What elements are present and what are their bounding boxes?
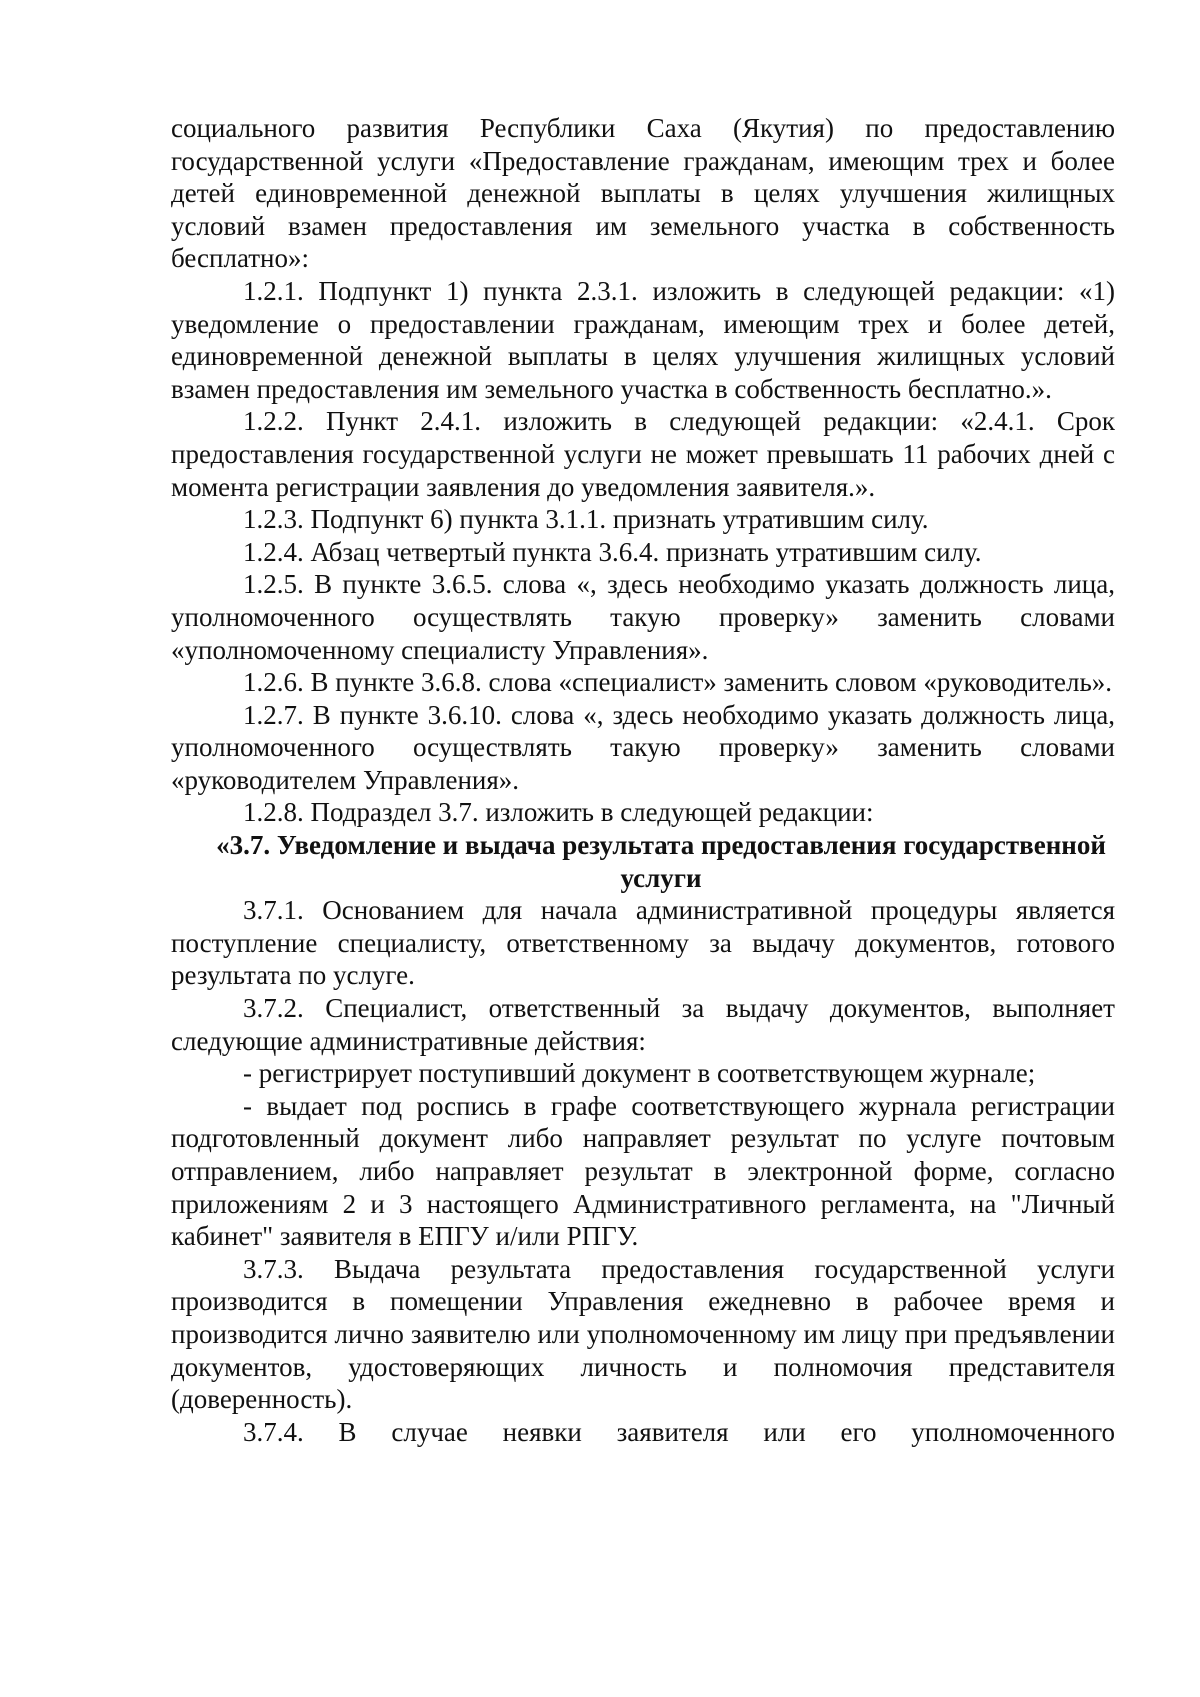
paragraph-intro: социального развития Республики Саха (Якутия) по предоставлению государственной услуги «Предоставление гражданам, имеющим трех и более детей единовременной денежной выплаты в целях улучшения жилищных условий взамен предоставления им земельного участка в собственность бесплатно»: — [171, 113, 1115, 274]
paragraph-1-2-1: 1.2.1. Подпункт 1) пункта 2.3.1. изложить в следующей редакции: «1) уведомление о предоставлении гражданам, имеющим трех и более детей, единовременной денежной выплаты в целях улучшения жилищных условий взамен предоставления им земельного участка в собственность бесплатно.». — [171, 275, 1115, 404]
paragraph-1-2-2: 1.2.2. Пункт 2.4.1. изложить в следующей редакции: «2.4.1. Срок предоставления государственной услуги не может превышать 11 рабочих дней с момента регистрации заявления до уведомления заявителя.». — [171, 406, 1115, 502]
paragraph-1-2-3: 1.2.3. Подпункт 6) пункта 3.1.1. признать утратившим силу. — [243, 504, 929, 535]
list-item-issue: - выдает под роспись в графе соответствующего журнала регистрации подготовленный документ либо направляет результат по услуге почтовым отправлением, либо направляет результат в электронной форме, согласно приложениям 2 и 3 настоящего Административного регламента, на "Личный кабинет" заявителя в ЕПГУ и/или РПГУ. — [171, 1090, 1115, 1252]
section-heading-3-7: «3.7. Уведомление и выдача результата предоставления государственной услуги — [216, 830, 1106, 893]
paragraph-1-2-6: 1.2.6. В пункте 3.6.8. слова «специалист» заменить словом «руководитель». — [243, 667, 1113, 698]
paragraph-3-7-3: 3.7.3. Выдача результата предоставления государственной услуги производится в помещении Управления ежедневно в рабочее время и производится лично заявителю или уполномоченному им лицу при предъявлении документов, удостоверяющих личность и полномочия представителя (доверенность). — [171, 1253, 1115, 1415]
paragraph-1-2-5: 1.2.5. В пункте 3.6.5. слова «, здесь необходимо указать должность лица, уполномоченного осуществлять такую проверку» заменить словами «уполномоченному специалисту Управления». — [171, 569, 1115, 665]
paragraph-1-2-4: 1.2.4. Абзац четвертый пункта 3.6.4. признать утратившим силу. — [243, 536, 982, 567]
paragraph-1-2-8: 1.2.8. Подраздел 3.7. изложить в следующей редакции: — [243, 797, 874, 828]
document-page — [171, 112, 1115, 1448]
list-item-register: - регистрирует поступивший документ в соответствующем журнале; — [243, 1058, 1036, 1089]
paragraph-3-7-2: 3.7.2. Специалист, ответственный за выдачу документов, выполняет следующие административные действия: — [171, 993, 1115, 1056]
paragraph-3-7-1: 3.7.1. Основанием для начала административной процедуры является поступление специалисту, ответственному за выдачу документов, готового результата по услуге. — [171, 895, 1115, 991]
paragraph-1-2-7: 1.2.7. В пункте 3.6.10. слова «, здесь необходимо указать должность лица, уполномоченного осуществлять такую проверку» заменить словами «руководителем Управления». — [171, 699, 1115, 795]
paragraph-3-7-4: 3.7.4. В случае неявки заявителя или его уполномоченного — [243, 1416, 1115, 1447]
